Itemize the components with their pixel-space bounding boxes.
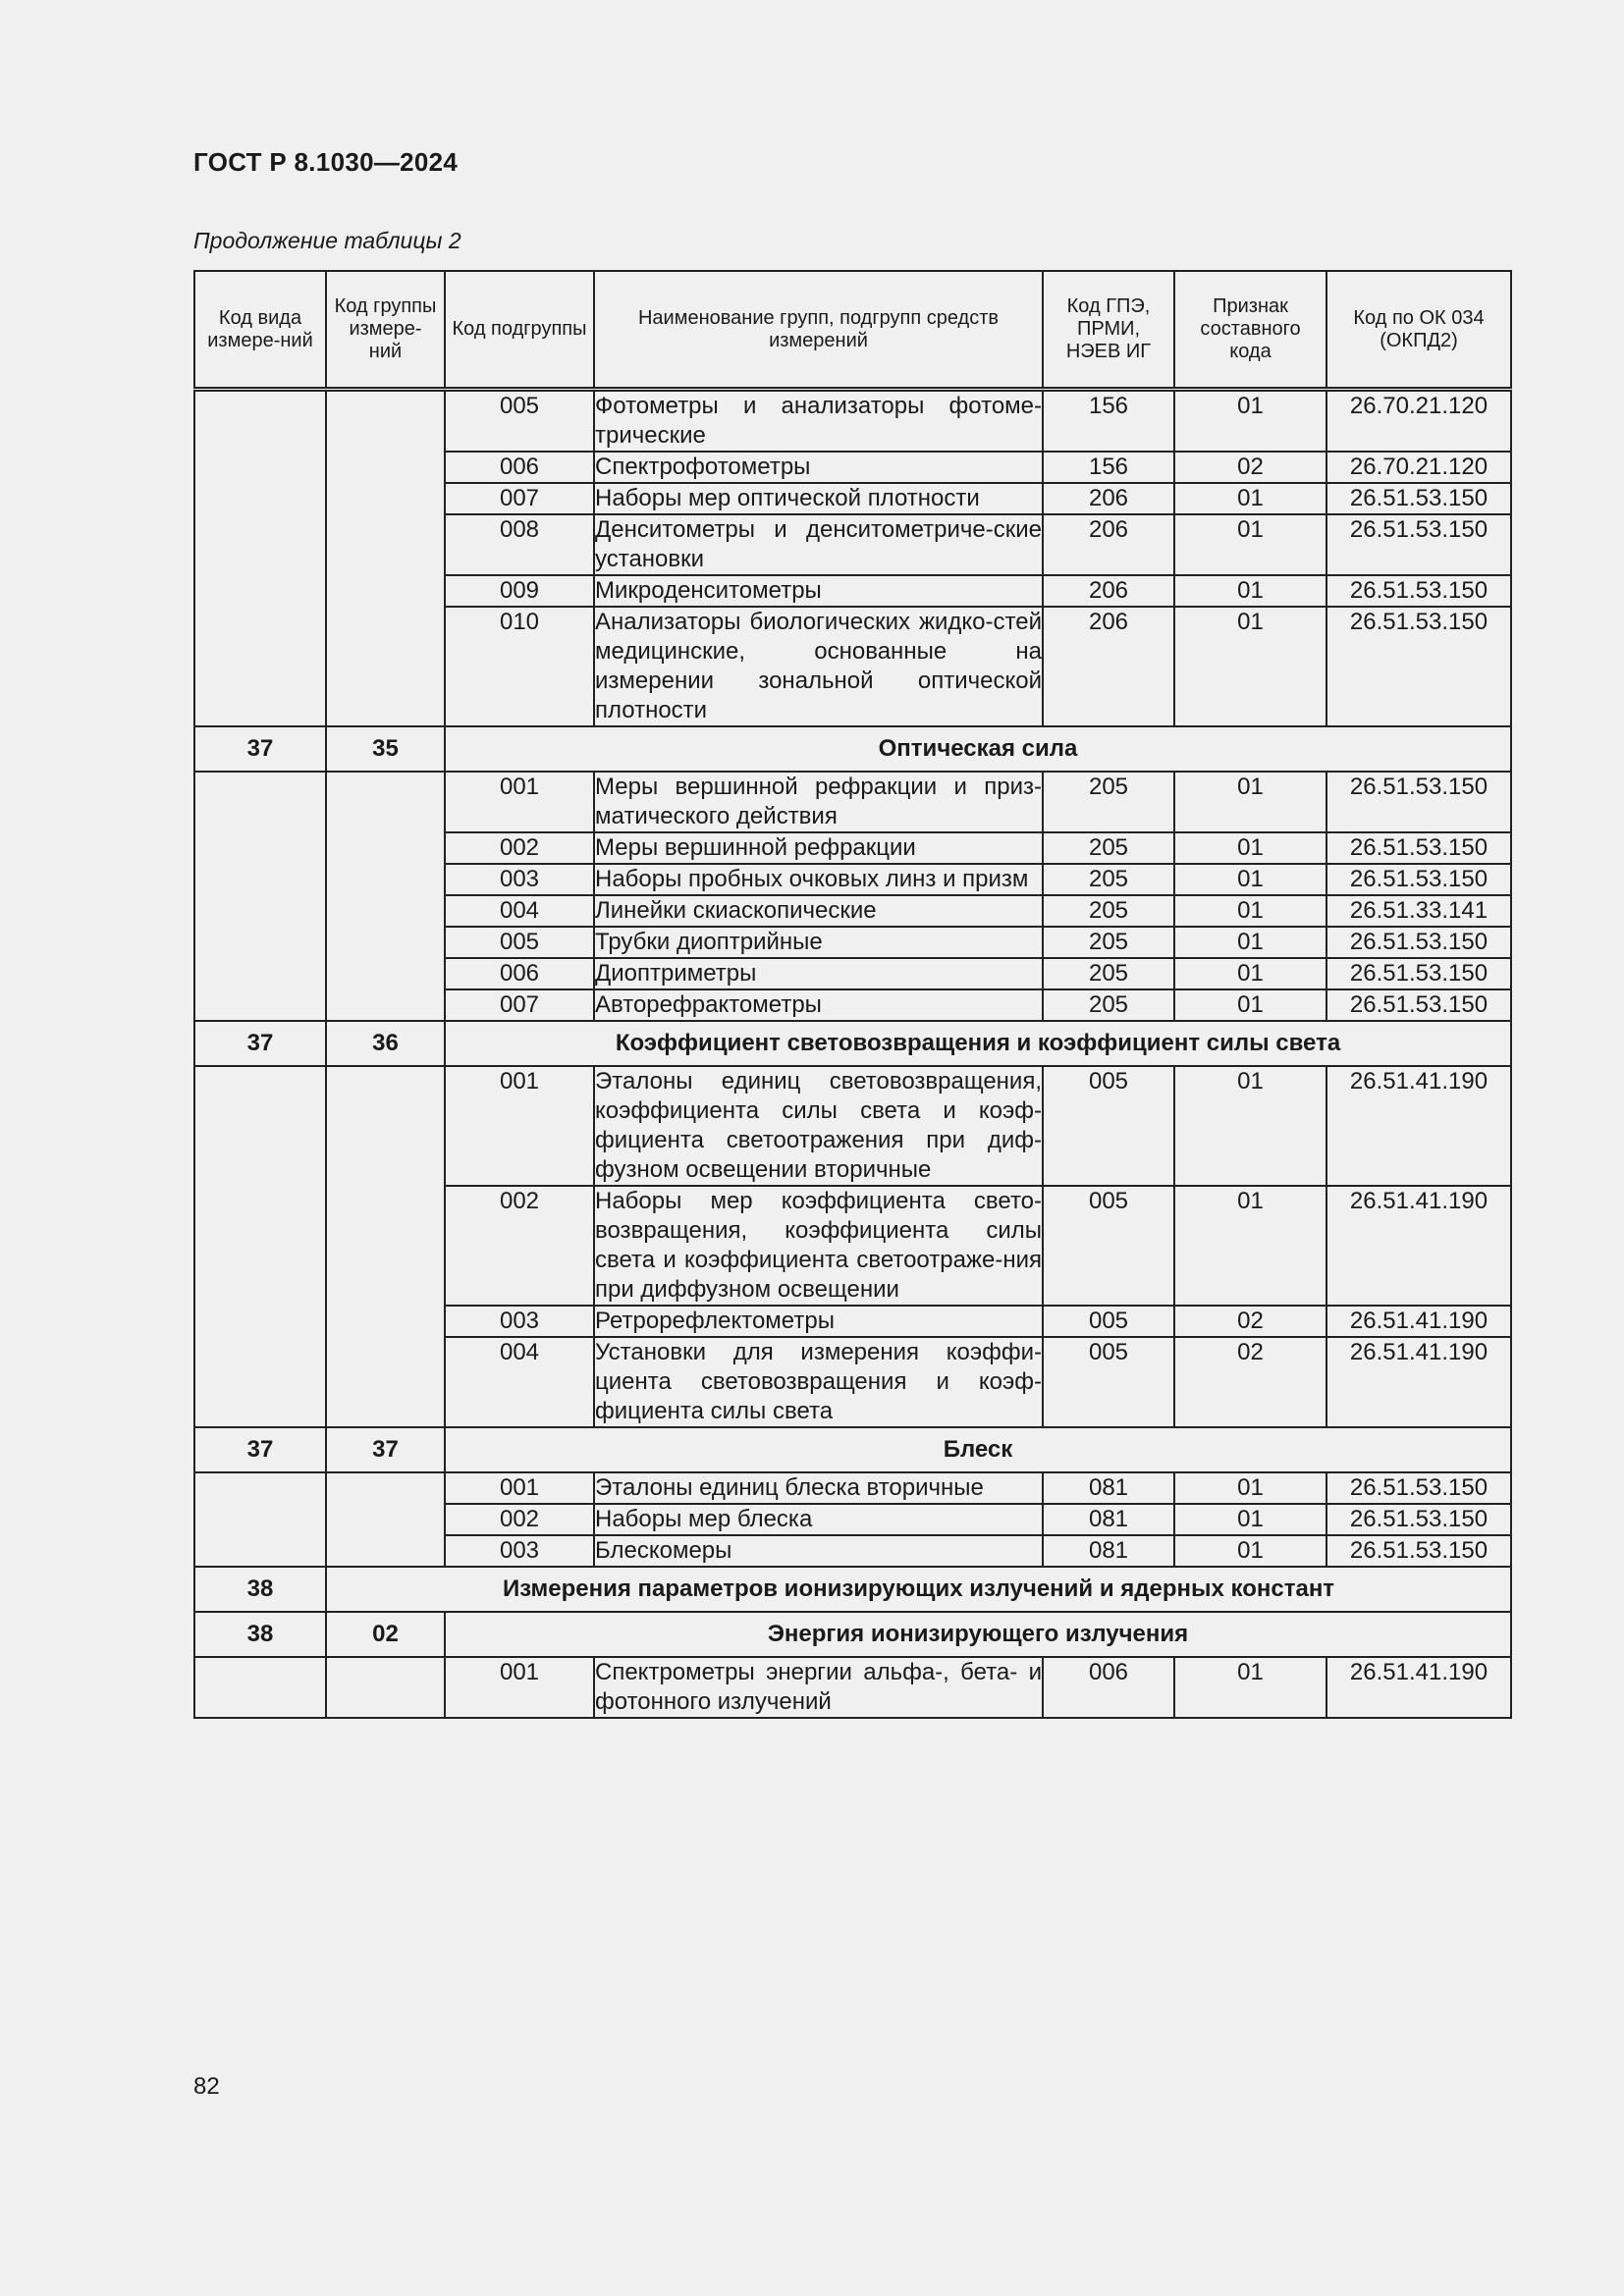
table-header-row [194,271,1511,390]
section-title: Оптическая сила [445,726,1511,772]
composite-sign: 01 [1174,1066,1326,1186]
gpe-code: 205 [1043,864,1174,895]
okpd-code: 26.51.53.150 [1326,772,1511,832]
item-name: Фотометры и анализаторы фотоме-трические [594,390,1043,453]
kind-blank-cell [194,1657,326,1718]
table-caption: Продолжение таблицы 2 [193,228,461,253]
composite-sign: 01 [1174,1472,1326,1504]
col-header-kind: Код вида измере-ний [194,271,326,390]
gpe-code: 005 [1043,1186,1174,1306]
composite-sign: 01 [1174,1657,1326,1718]
subgroup-code: 008 [445,514,594,575]
col-header-sign: Признак составного кода [1174,271,1326,390]
composite-sign: 02 [1174,452,1326,483]
composite-sign: 01 [1174,832,1326,864]
subgroup-code: 002 [445,1504,594,1535]
okpd-code: 26.70.21.120 [1326,452,1511,483]
section-38 [194,1567,1511,1657]
table-row [194,1657,1511,1718]
composite-sign: 01 [1174,895,1326,927]
item-name: Ретрорефлектометры [594,1306,1043,1337]
section-37-35 [194,726,1511,772]
section-title: Измерения параметров ионизирующих излучений и ядерных констант [326,1567,1511,1612]
subgroup-code: 001 [445,772,594,832]
section-title: Энергия ионизирующего излучения [445,1612,1511,1657]
table-row [194,1472,1511,1504]
subgroup-code: 003 [445,1306,594,1337]
subgroup-code: 001 [445,1657,594,1718]
composite-sign: 01 [1174,1504,1326,1535]
kind-blank-cell [194,772,326,1021]
composite-sign: 01 [1174,772,1326,832]
okpd-code: 26.51.53.150 [1326,575,1511,607]
okpd-code: 26.51.53.150 [1326,989,1511,1021]
gpe-code: 156 [1043,390,1174,453]
item-name: Линейки скиаскопические [594,895,1043,927]
subgroup-code: 003 [445,864,594,895]
gpe-code: 205 [1043,927,1174,958]
okpd-code: 26.51.53.150 [1326,1504,1511,1535]
item-name: Наборы пробных очковых линз и призм [594,864,1043,895]
item-name: Наборы мер оптической плотности [594,483,1043,514]
group-blank-cell [326,1472,445,1567]
okpd-code: 26.51.41.190 [1326,1657,1511,1718]
section-row [194,1021,1511,1066]
gpe-code: 156 [1043,452,1174,483]
section-kind-code: 37 [194,1427,326,1472]
col-header-name: Наименование групп, подгрупп средств измерений [594,271,1043,390]
section-group-code: 37 [326,1427,445,1472]
gpe-code: 205 [1043,958,1174,989]
composite-sign: 01 [1174,607,1326,726]
group-blank-cell [326,390,445,727]
section-title: Коэффициент световозвращения и коэффициент силы света [445,1021,1511,1066]
composite-sign: 01 [1174,514,1326,575]
okpd-code: 26.51.53.150 [1326,864,1511,895]
okpd-code: 26.51.53.150 [1326,832,1511,864]
section-title: Блеск [445,1427,1511,1472]
gpe-code: 205 [1043,989,1174,1021]
group-36-body [194,1066,1511,1427]
item-name: Меры вершинной рефракции и приз-матического действия [594,772,1043,832]
section-group-code: 35 [326,726,445,772]
section-row [194,1612,1511,1657]
item-name: Авторефрактометры [594,989,1043,1021]
item-name: Установки для измерения коэффи-циента световозвращения и коэф-фициента силы света [594,1337,1043,1427]
section-row [194,1567,1511,1612]
subgroup-code: 004 [445,895,594,927]
item-name: Денситометры и денситометриче-ские установки [594,514,1043,575]
okpd-code: 26.51.33.141 [1326,895,1511,927]
item-name: Микроденситометры [594,575,1043,607]
composite-sign: 01 [1174,1186,1326,1306]
subgroup-code: 005 [445,927,594,958]
gpe-code: 205 [1043,895,1174,927]
subgroup-code: 006 [445,452,594,483]
table-row [194,390,1511,453]
item-name: Наборы мер коэффициента свето-возвращения, коэффициента силы света и коэффициента светоотраже-ния при диффузном освещении [594,1186,1043,1306]
group-35-body [194,772,1511,1021]
table-row [194,772,1511,832]
kind-blank-cell [194,390,326,727]
group-38-02-body [194,1657,1511,1718]
subgroup-code: 001 [445,1472,594,1504]
item-name: Анализаторы биологических жидко-стей медицинские, основанные на измерении зональной оптической плотности [594,607,1043,726]
gpe-code: 005 [1043,1066,1174,1186]
okpd-code: 26.51.53.150 [1326,1472,1511,1504]
section-kind-code: 37 [194,1021,326,1066]
gpe-code: 081 [1043,1535,1174,1567]
item-name: Эталоны единиц блеска вторичные [594,1472,1043,1504]
gpe-code: 006 [1043,1657,1174,1718]
composite-sign: 01 [1174,575,1326,607]
subgroup-code: 010 [445,607,594,726]
gpe-code: 005 [1043,1337,1174,1427]
subgroup-code: 006 [445,958,594,989]
okpd-code: 26.51.53.150 [1326,927,1511,958]
okpd-code: 26.51.41.190 [1326,1337,1511,1427]
composite-sign: 02 [1174,1337,1326,1427]
group-blank-cell [326,1066,445,1427]
subgroup-code: 007 [445,989,594,1021]
section-row [194,1427,1511,1472]
group-blank-cell [326,772,445,1021]
subgroup-code: 009 [445,575,594,607]
gpe-code: 206 [1043,607,1174,726]
gpe-code: 005 [1043,1306,1174,1337]
gpe-code: 081 [1043,1504,1174,1535]
measurement-table [193,270,1512,1719]
group-37-body [194,1472,1511,1567]
subgroup-code: 002 [445,832,594,864]
okpd-code: 26.51.53.150 [1326,958,1511,989]
col-header-subgroup: Код подгруппы [445,271,594,390]
composite-sign: 01 [1174,989,1326,1021]
subgroup-code: 007 [445,483,594,514]
composite-sign: 01 [1174,864,1326,895]
item-name: Меры вершинной рефракции [594,832,1043,864]
section-kind-code: 38 [194,1612,326,1657]
col-header-group: Код группы измере-ний [326,271,445,390]
group-blank-cell [326,1657,445,1718]
gpe-code: 206 [1043,483,1174,514]
item-name: Блескомеры [594,1535,1043,1567]
col-header-okpd: Код по ОК 034 (ОКПД2) [1326,271,1511,390]
col-header-gpe: Код ГПЭ, ПРМИ, НЭЕВ ИГ [1043,271,1174,390]
document-title: ГОСТ Р 8.1030—2024 [193,147,459,177]
composite-sign: 02 [1174,1306,1326,1337]
okpd-code: 26.70.21.120 [1326,390,1511,453]
subgroup-code: 002 [445,1186,594,1306]
composite-sign: 01 [1174,1535,1326,1567]
gpe-code: 205 [1043,832,1174,864]
okpd-code: 26.51.41.190 [1326,1066,1511,1186]
item-name: Диоптриметры [594,958,1043,989]
subgroup-code: 004 [445,1337,594,1427]
section-group-code: 02 [326,1612,445,1657]
item-name: Трубки диоптрийные [594,927,1043,958]
kind-blank-cell [194,1472,326,1567]
composite-sign: 01 [1174,483,1326,514]
section-37-36 [194,1021,1511,1066]
item-name: Спектрометры энергии альфа-, бета- и фотонного излучений [594,1657,1043,1718]
composite-sign: 01 [1174,958,1326,989]
okpd-code: 26.51.53.150 [1326,514,1511,575]
page-number: 82 [193,2073,220,2100]
kind-blank-cell [194,1066,326,1427]
section-37-37 [194,1427,1511,1472]
okpd-code: 26.51.41.190 [1326,1306,1511,1337]
subgroup-code: 003 [445,1535,594,1567]
item-name: Наборы мер блеска [594,1504,1043,1535]
table-row [194,1066,1511,1186]
okpd-code: 26.51.41.190 [1326,1186,1511,1306]
subgroup-code: 001 [445,1066,594,1186]
gpe-code: 081 [1043,1472,1174,1504]
composite-sign: 01 [1174,927,1326,958]
composite-sign: 01 [1174,390,1326,453]
okpd-code: 26.51.53.150 [1326,1535,1511,1567]
subgroup-code: 005 [445,390,594,453]
group-continuation-body [194,390,1511,727]
okpd-code: 26.51.53.150 [1326,483,1511,514]
gpe-code: 206 [1043,575,1174,607]
gpe-code: 206 [1043,514,1174,575]
gpe-code: 205 [1043,772,1174,832]
item-name: Спектрофотометры [594,452,1043,483]
okpd-code: 26.51.53.150 [1326,607,1511,726]
section-group-code: 36 [326,1021,445,1066]
section-kind-code: 38 [194,1567,326,1612]
section-row [194,726,1511,772]
section-kind-code: 37 [194,726,326,772]
item-name: Эталоны единиц световозвращения, коэффициента силы света и коэф-фициента светоотражения при диф-фузном освещении вторичные [594,1066,1043,1186]
